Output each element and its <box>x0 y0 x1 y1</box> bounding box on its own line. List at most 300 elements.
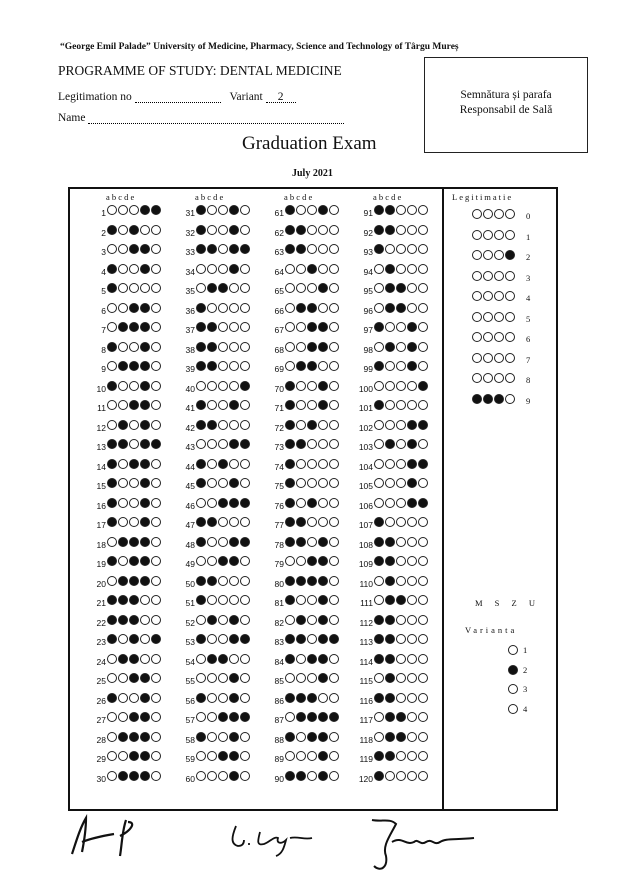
legitimatie-bubble[interactable] <box>505 332 515 342</box>
answer-bubble[interactable] <box>129 283 139 293</box>
answer-bubble[interactable] <box>418 381 428 391</box>
legitimatie-bubble[interactable] <box>483 250 493 260</box>
answer-bubble[interactable] <box>407 283 417 293</box>
answer-bubble[interactable] <box>151 225 161 235</box>
answer-bubble[interactable] <box>307 244 317 254</box>
answer-bubble[interactable] <box>140 205 150 215</box>
answer-bubble[interactable] <box>418 732 428 742</box>
answer-bubble[interactable] <box>329 673 339 683</box>
answer-bubble[interactable] <box>407 556 417 566</box>
answer-bubble[interactable] <box>129 615 139 625</box>
answer-bubble[interactable] <box>229 381 239 391</box>
answer-bubble[interactable] <box>229 517 239 527</box>
answer-bubble[interactable] <box>140 498 150 508</box>
legitimatie-bubble[interactable] <box>483 394 493 404</box>
answer-bubble[interactable] <box>129 712 139 722</box>
answer-bubble[interactable] <box>196 225 206 235</box>
answer-bubble[interactable] <box>207 673 217 683</box>
answer-bubble[interactable] <box>296 498 306 508</box>
legitimatie-bubble[interactable] <box>505 312 515 322</box>
legitimatie-bubble[interactable] <box>472 373 482 383</box>
answer-bubble[interactable] <box>318 420 328 430</box>
answer-bubble[interactable] <box>296 303 306 313</box>
answer-bubble[interactable] <box>396 342 406 352</box>
answer-bubble[interactable] <box>151 732 161 742</box>
answer-bubble[interactable] <box>307 439 317 449</box>
answer-bubble[interactable] <box>329 205 339 215</box>
answer-bubble[interactable] <box>151 283 161 293</box>
answer-bubble[interactable] <box>307 537 317 547</box>
answer-bubble[interactable] <box>407 400 417 410</box>
answer-bubble[interactable] <box>296 400 306 410</box>
legitimatie-bubble[interactable] <box>494 230 504 240</box>
legitimatie-bubble[interactable] <box>494 373 504 383</box>
answer-bubble[interactable] <box>307 498 317 508</box>
answer-bubble[interactable] <box>129 205 139 215</box>
answer-bubble[interactable] <box>196 751 206 761</box>
answer-bubble[interactable] <box>240 693 250 703</box>
answer-bubble[interactable] <box>296 595 306 605</box>
legitimatie-bubble[interactable] <box>483 312 493 322</box>
answer-bubble[interactable] <box>285 322 295 332</box>
answer-bubble[interactable] <box>374 342 384 352</box>
answer-bubble[interactable] <box>285 634 295 644</box>
answer-bubble[interactable] <box>296 264 306 274</box>
answer-bubble[interactable] <box>418 634 428 644</box>
answer-bubble[interactable] <box>107 517 117 527</box>
answer-bubble[interactable] <box>107 478 117 488</box>
answer-bubble[interactable] <box>107 498 117 508</box>
answer-bubble[interactable] <box>151 244 161 254</box>
answer-bubble[interactable] <box>118 264 128 274</box>
answer-bubble[interactable] <box>318 556 328 566</box>
answer-bubble[interactable] <box>307 556 317 566</box>
answer-bubble[interactable] <box>107 244 117 254</box>
answer-bubble[interactable] <box>129 751 139 761</box>
answer-bubble[interactable] <box>374 732 384 742</box>
answer-bubble[interactable] <box>151 400 161 410</box>
legitimatie-bubble[interactable] <box>505 353 515 363</box>
legitimatie-bubble[interactable] <box>494 250 504 260</box>
answer-bubble[interactable] <box>385 634 395 644</box>
answer-bubble[interactable] <box>396 712 406 722</box>
answer-bubble[interactable] <box>318 478 328 488</box>
answer-bubble[interactable] <box>129 595 139 605</box>
answer-bubble[interactable] <box>396 498 406 508</box>
answer-bubble[interactable] <box>107 537 117 547</box>
answer-bubble[interactable] <box>307 712 317 722</box>
answer-bubble[interactable] <box>207 712 217 722</box>
answer-bubble[interactable] <box>118 205 128 215</box>
answer-bubble[interactable] <box>385 732 395 742</box>
answer-bubble[interactable] <box>407 322 417 332</box>
answer-bubble[interactable] <box>396 751 406 761</box>
answer-bubble[interactable] <box>196 420 206 430</box>
answer-bubble[interactable] <box>196 381 206 391</box>
legitimatie-bubble[interactable] <box>483 332 493 342</box>
answer-bubble[interactable] <box>296 225 306 235</box>
answer-bubble[interactable] <box>318 517 328 527</box>
answer-bubble[interactable] <box>229 225 239 235</box>
answer-bubble[interactable] <box>229 693 239 703</box>
answer-bubble[interactable] <box>107 459 117 469</box>
answer-bubble[interactable] <box>329 576 339 586</box>
answer-bubble[interactable] <box>240 576 250 586</box>
legitimatie-bubble[interactable] <box>494 271 504 281</box>
answer-bubble[interactable] <box>374 595 384 605</box>
answer-bubble[interactable] <box>374 244 384 254</box>
answer-bubble[interactable] <box>296 751 306 761</box>
answer-bubble[interactable] <box>296 732 306 742</box>
answer-bubble[interactable] <box>240 264 250 274</box>
answer-bubble[interactable] <box>218 537 228 547</box>
answer-bubble[interactable] <box>107 264 117 274</box>
answer-bubble[interactable] <box>285 673 295 683</box>
answer-bubble[interactable] <box>418 498 428 508</box>
answer-bubble[interactable] <box>118 381 128 391</box>
answer-bubble[interactable] <box>396 673 406 683</box>
answer-bubble[interactable] <box>218 478 228 488</box>
answer-bubble[interactable] <box>307 264 317 274</box>
answer-bubble[interactable] <box>118 693 128 703</box>
answer-bubble[interactable] <box>151 693 161 703</box>
answer-bubble[interactable] <box>407 361 417 371</box>
answer-bubble[interactable] <box>396 654 406 664</box>
answer-bubble[interactable] <box>418 420 428 430</box>
answer-bubble[interactable] <box>318 439 328 449</box>
answer-bubble[interactable] <box>140 322 150 332</box>
answer-bubble[interactable] <box>285 205 295 215</box>
answer-bubble[interactable] <box>207 361 217 371</box>
answer-bubble[interactable] <box>240 771 250 781</box>
legitimatie-bubble[interactable] <box>483 353 493 363</box>
answer-bubble[interactable] <box>140 712 150 722</box>
answer-bubble[interactable] <box>318 673 328 683</box>
legitimatie-bubble[interactable] <box>483 271 493 281</box>
answer-bubble[interactable] <box>118 478 128 488</box>
answer-bubble[interactable] <box>385 244 395 254</box>
answer-bubble[interactable] <box>196 264 206 274</box>
answer-bubble[interactable] <box>296 517 306 527</box>
answer-bubble[interactable] <box>118 400 128 410</box>
answer-bubble[interactable] <box>207 342 217 352</box>
answer-bubble[interactable] <box>296 576 306 586</box>
answer-bubble[interactable] <box>218 459 228 469</box>
answer-bubble[interactable] <box>329 712 339 722</box>
answer-bubble[interactable] <box>118 712 128 722</box>
answer-bubble[interactable] <box>285 439 295 449</box>
answer-bubble[interactable] <box>107 420 117 430</box>
answer-bubble[interactable] <box>207 283 217 293</box>
answer-bubble[interactable] <box>396 420 406 430</box>
answer-bubble[interactable] <box>385 498 395 508</box>
answer-bubble[interactable] <box>229 322 239 332</box>
legitimatie-bubble[interactable] <box>494 332 504 342</box>
answer-bubble[interactable] <box>396 303 406 313</box>
legitimatie-bubble[interactable] <box>472 291 482 301</box>
answer-bubble[interactable] <box>196 615 206 625</box>
answer-bubble[interactable] <box>240 439 250 449</box>
answer-bubble[interactable] <box>207 595 217 605</box>
answer-bubble[interactable] <box>118 342 128 352</box>
legitimatie-bubble[interactable] <box>472 394 482 404</box>
answer-bubble[interactable] <box>318 342 328 352</box>
answer-bubble[interactable] <box>307 771 317 781</box>
answer-bubble[interactable] <box>196 322 206 332</box>
answer-bubble[interactable] <box>418 400 428 410</box>
answer-bubble[interactable] <box>218 732 228 742</box>
answer-bubble[interactable] <box>396 771 406 781</box>
answer-bubble[interactable] <box>374 283 384 293</box>
answer-bubble[interactable] <box>240 634 250 644</box>
answer-bubble[interactable] <box>296 420 306 430</box>
answer-bubble[interactable] <box>140 478 150 488</box>
answer-bubble[interactable] <box>151 517 161 527</box>
answer-bubble[interactable] <box>385 556 395 566</box>
answer-bubble[interactable] <box>118 595 128 605</box>
answer-bubble[interactable] <box>285 225 295 235</box>
answer-bubble[interactable] <box>129 322 139 332</box>
answer-bubble[interactable] <box>374 751 384 761</box>
answer-bubble[interactable] <box>240 478 250 488</box>
answer-bubble[interactable] <box>307 751 317 761</box>
answer-bubble[interactable] <box>151 556 161 566</box>
answer-bubble[interactable] <box>285 264 295 274</box>
answer-bubble[interactable] <box>151 439 161 449</box>
answer-bubble[interactable] <box>207 732 217 742</box>
answer-bubble[interactable] <box>229 361 239 371</box>
answer-bubble[interactable] <box>107 732 117 742</box>
answer-bubble[interactable] <box>407 771 417 781</box>
answer-bubble[interactable] <box>151 342 161 352</box>
answer-bubble[interactable] <box>329 732 339 742</box>
answer-bubble[interactable] <box>318 537 328 547</box>
answer-bubble[interactable] <box>118 556 128 566</box>
answer-bubble[interactable] <box>396 732 406 742</box>
answer-bubble[interactable] <box>107 400 117 410</box>
answer-bubble[interactable] <box>107 712 117 722</box>
answer-bubble[interactable] <box>229 634 239 644</box>
answer-bubble[interactable] <box>107 381 117 391</box>
answer-bubble[interactable] <box>285 556 295 566</box>
answer-bubble[interactable] <box>229 537 239 547</box>
answer-bubble[interactable] <box>318 751 328 761</box>
answer-bubble[interactable] <box>418 556 428 566</box>
answer-bubble[interactable] <box>207 303 217 313</box>
answer-bubble[interactable] <box>107 693 117 703</box>
answer-bubble[interactable] <box>407 303 417 313</box>
answer-bubble[interactable] <box>285 615 295 625</box>
answer-bubble[interactable] <box>240 732 250 742</box>
answer-bubble[interactable] <box>129 244 139 254</box>
answer-bubble[interactable] <box>218 517 228 527</box>
answer-bubble[interactable] <box>207 634 217 644</box>
answer-bubble[interactable] <box>240 712 250 722</box>
answer-bubble[interactable] <box>329 420 339 430</box>
answer-bubble[interactable] <box>396 400 406 410</box>
answer-bubble[interactable] <box>229 342 239 352</box>
legitimatie-bubble[interactable] <box>483 291 493 301</box>
answer-bubble[interactable] <box>196 576 206 586</box>
answer-bubble[interactable] <box>307 381 317 391</box>
answer-bubble[interactable] <box>374 654 384 664</box>
legitimatie-bubble[interactable] <box>472 271 482 281</box>
answer-bubble[interactable] <box>396 225 406 235</box>
answer-bubble[interactable] <box>296 615 306 625</box>
answer-bubble[interactable] <box>285 712 295 722</box>
answer-bubble[interactable] <box>418 264 428 274</box>
legitimatie-bubble[interactable] <box>494 394 504 404</box>
varianta-bubble[interactable] <box>508 645 518 655</box>
answer-bubble[interactable] <box>129 576 139 586</box>
answer-bubble[interactable] <box>329 361 339 371</box>
answer-bubble[interactable] <box>285 459 295 469</box>
answer-bubble[interactable] <box>129 634 139 644</box>
answer-bubble[interactable] <box>240 498 250 508</box>
legitimatie-bubble[interactable] <box>494 291 504 301</box>
answer-bubble[interactable] <box>296 439 306 449</box>
answer-bubble[interactable] <box>418 771 428 781</box>
answer-bubble[interactable] <box>140 283 150 293</box>
answer-bubble[interactable] <box>307 673 317 683</box>
answer-bubble[interactable] <box>240 322 250 332</box>
answer-bubble[interactable] <box>374 517 384 527</box>
answer-bubble[interactable] <box>329 283 339 293</box>
answer-bubble[interactable] <box>396 244 406 254</box>
answer-bubble[interactable] <box>285 420 295 430</box>
answer-bubble[interactable] <box>140 400 150 410</box>
answer-bubble[interactable] <box>140 420 150 430</box>
answer-bubble[interactable] <box>296 361 306 371</box>
answer-bubble[interactable] <box>385 595 395 605</box>
answer-bubble[interactable] <box>107 283 117 293</box>
answer-bubble[interactable] <box>418 712 428 722</box>
answer-bubble[interactable] <box>385 751 395 761</box>
answer-bubble[interactable] <box>296 283 306 293</box>
variant-value[interactable]: 2 <box>266 91 296 103</box>
answer-bubble[interactable] <box>407 517 417 527</box>
answer-bubble[interactable] <box>129 654 139 664</box>
answer-bubble[interactable] <box>107 225 117 235</box>
answer-bubble[interactable] <box>307 322 317 332</box>
answer-bubble[interactable] <box>374 712 384 722</box>
answer-bubble[interactable] <box>207 771 217 781</box>
answer-bubble[interactable] <box>296 342 306 352</box>
answer-bubble[interactable] <box>240 673 250 683</box>
answer-bubble[interactable] <box>218 205 228 215</box>
answer-bubble[interactable] <box>296 771 306 781</box>
answer-bubble[interactable] <box>407 615 417 625</box>
answer-bubble[interactable] <box>151 537 161 547</box>
answer-bubble[interactable] <box>396 556 406 566</box>
answer-bubble[interactable] <box>318 400 328 410</box>
legitimatie-bubble[interactable] <box>505 291 515 301</box>
answer-bubble[interactable] <box>374 459 384 469</box>
answer-bubble[interactable] <box>285 400 295 410</box>
answer-bubble[interactable] <box>129 498 139 508</box>
answer-bubble[interactable] <box>240 751 250 761</box>
answer-bubble[interactable] <box>118 459 128 469</box>
answer-bubble[interactable] <box>118 615 128 625</box>
answer-bubble[interactable] <box>296 712 306 722</box>
answer-bubble[interactable] <box>140 615 150 625</box>
answer-bubble[interactable] <box>307 595 317 605</box>
answer-bubble[interactable] <box>118 498 128 508</box>
answer-bubble[interactable] <box>385 322 395 332</box>
answer-bubble[interactable] <box>196 361 206 371</box>
answer-bubble[interactable] <box>218 576 228 586</box>
answer-bubble[interactable] <box>418 654 428 664</box>
answer-bubble[interactable] <box>318 595 328 605</box>
answer-bubble[interactable] <box>229 400 239 410</box>
answer-bubble[interactable] <box>196 556 206 566</box>
legitimatie-bubble[interactable] <box>505 373 515 383</box>
answer-bubble[interactable] <box>140 556 150 566</box>
answer-bubble[interactable] <box>218 322 228 332</box>
answer-bubble[interactable] <box>396 322 406 332</box>
answer-bubble[interactable] <box>418 244 428 254</box>
answer-bubble[interactable] <box>118 517 128 527</box>
answer-bubble[interactable] <box>229 498 239 508</box>
answer-bubble[interactable] <box>407 595 417 605</box>
answer-bubble[interactable] <box>329 459 339 469</box>
answer-bubble[interactable] <box>118 732 128 742</box>
legitimatie-bubble[interactable] <box>505 230 515 240</box>
answer-bubble[interactable] <box>140 654 150 664</box>
answer-bubble[interactable] <box>318 459 328 469</box>
answer-bubble[interactable] <box>196 517 206 527</box>
answer-bubble[interactable] <box>285 654 295 664</box>
answer-bubble[interactable] <box>129 478 139 488</box>
answer-bubble[interactable] <box>385 459 395 469</box>
answer-bubble[interactable] <box>151 361 161 371</box>
answer-bubble[interactable] <box>285 771 295 781</box>
answer-bubble[interactable] <box>285 732 295 742</box>
answer-bubble[interactable] <box>207 381 217 391</box>
answer-bubble[interactable] <box>240 361 250 371</box>
answer-bubble[interactable] <box>229 771 239 781</box>
legitimatie-bubble[interactable] <box>472 332 482 342</box>
answer-bubble[interactable] <box>418 283 428 293</box>
answer-bubble[interactable] <box>374 420 384 430</box>
answer-bubble[interactable] <box>307 517 317 527</box>
answer-bubble[interactable] <box>307 225 317 235</box>
answer-bubble[interactable] <box>418 537 428 547</box>
answer-bubble[interactable] <box>107 205 117 215</box>
legitimatie-bubble[interactable] <box>472 230 482 240</box>
answer-bubble[interactable] <box>418 342 428 352</box>
answer-bubble[interactable] <box>218 556 228 566</box>
legitimatie-bubble[interactable] <box>472 353 482 363</box>
answer-bubble[interactable] <box>329 693 339 703</box>
answer-bubble[interactable] <box>229 615 239 625</box>
answer-bubble[interactable] <box>196 244 206 254</box>
varianta-bubble[interactable] <box>508 665 518 675</box>
answer-bubble[interactable] <box>229 244 239 254</box>
answer-bubble[interactable] <box>229 478 239 488</box>
answer-bubble[interactable] <box>396 634 406 644</box>
answer-bubble[interactable] <box>229 205 239 215</box>
answer-bubble[interactable] <box>151 264 161 274</box>
answer-bubble[interactable] <box>407 381 417 391</box>
answer-bubble[interactable] <box>229 556 239 566</box>
answer-bubble[interactable] <box>407 478 417 488</box>
answer-bubble[interactable] <box>151 459 161 469</box>
answer-bubble[interactable] <box>218 498 228 508</box>
answer-bubble[interactable] <box>151 654 161 664</box>
answer-bubble[interactable] <box>118 576 128 586</box>
answer-bubble[interactable] <box>240 595 250 605</box>
